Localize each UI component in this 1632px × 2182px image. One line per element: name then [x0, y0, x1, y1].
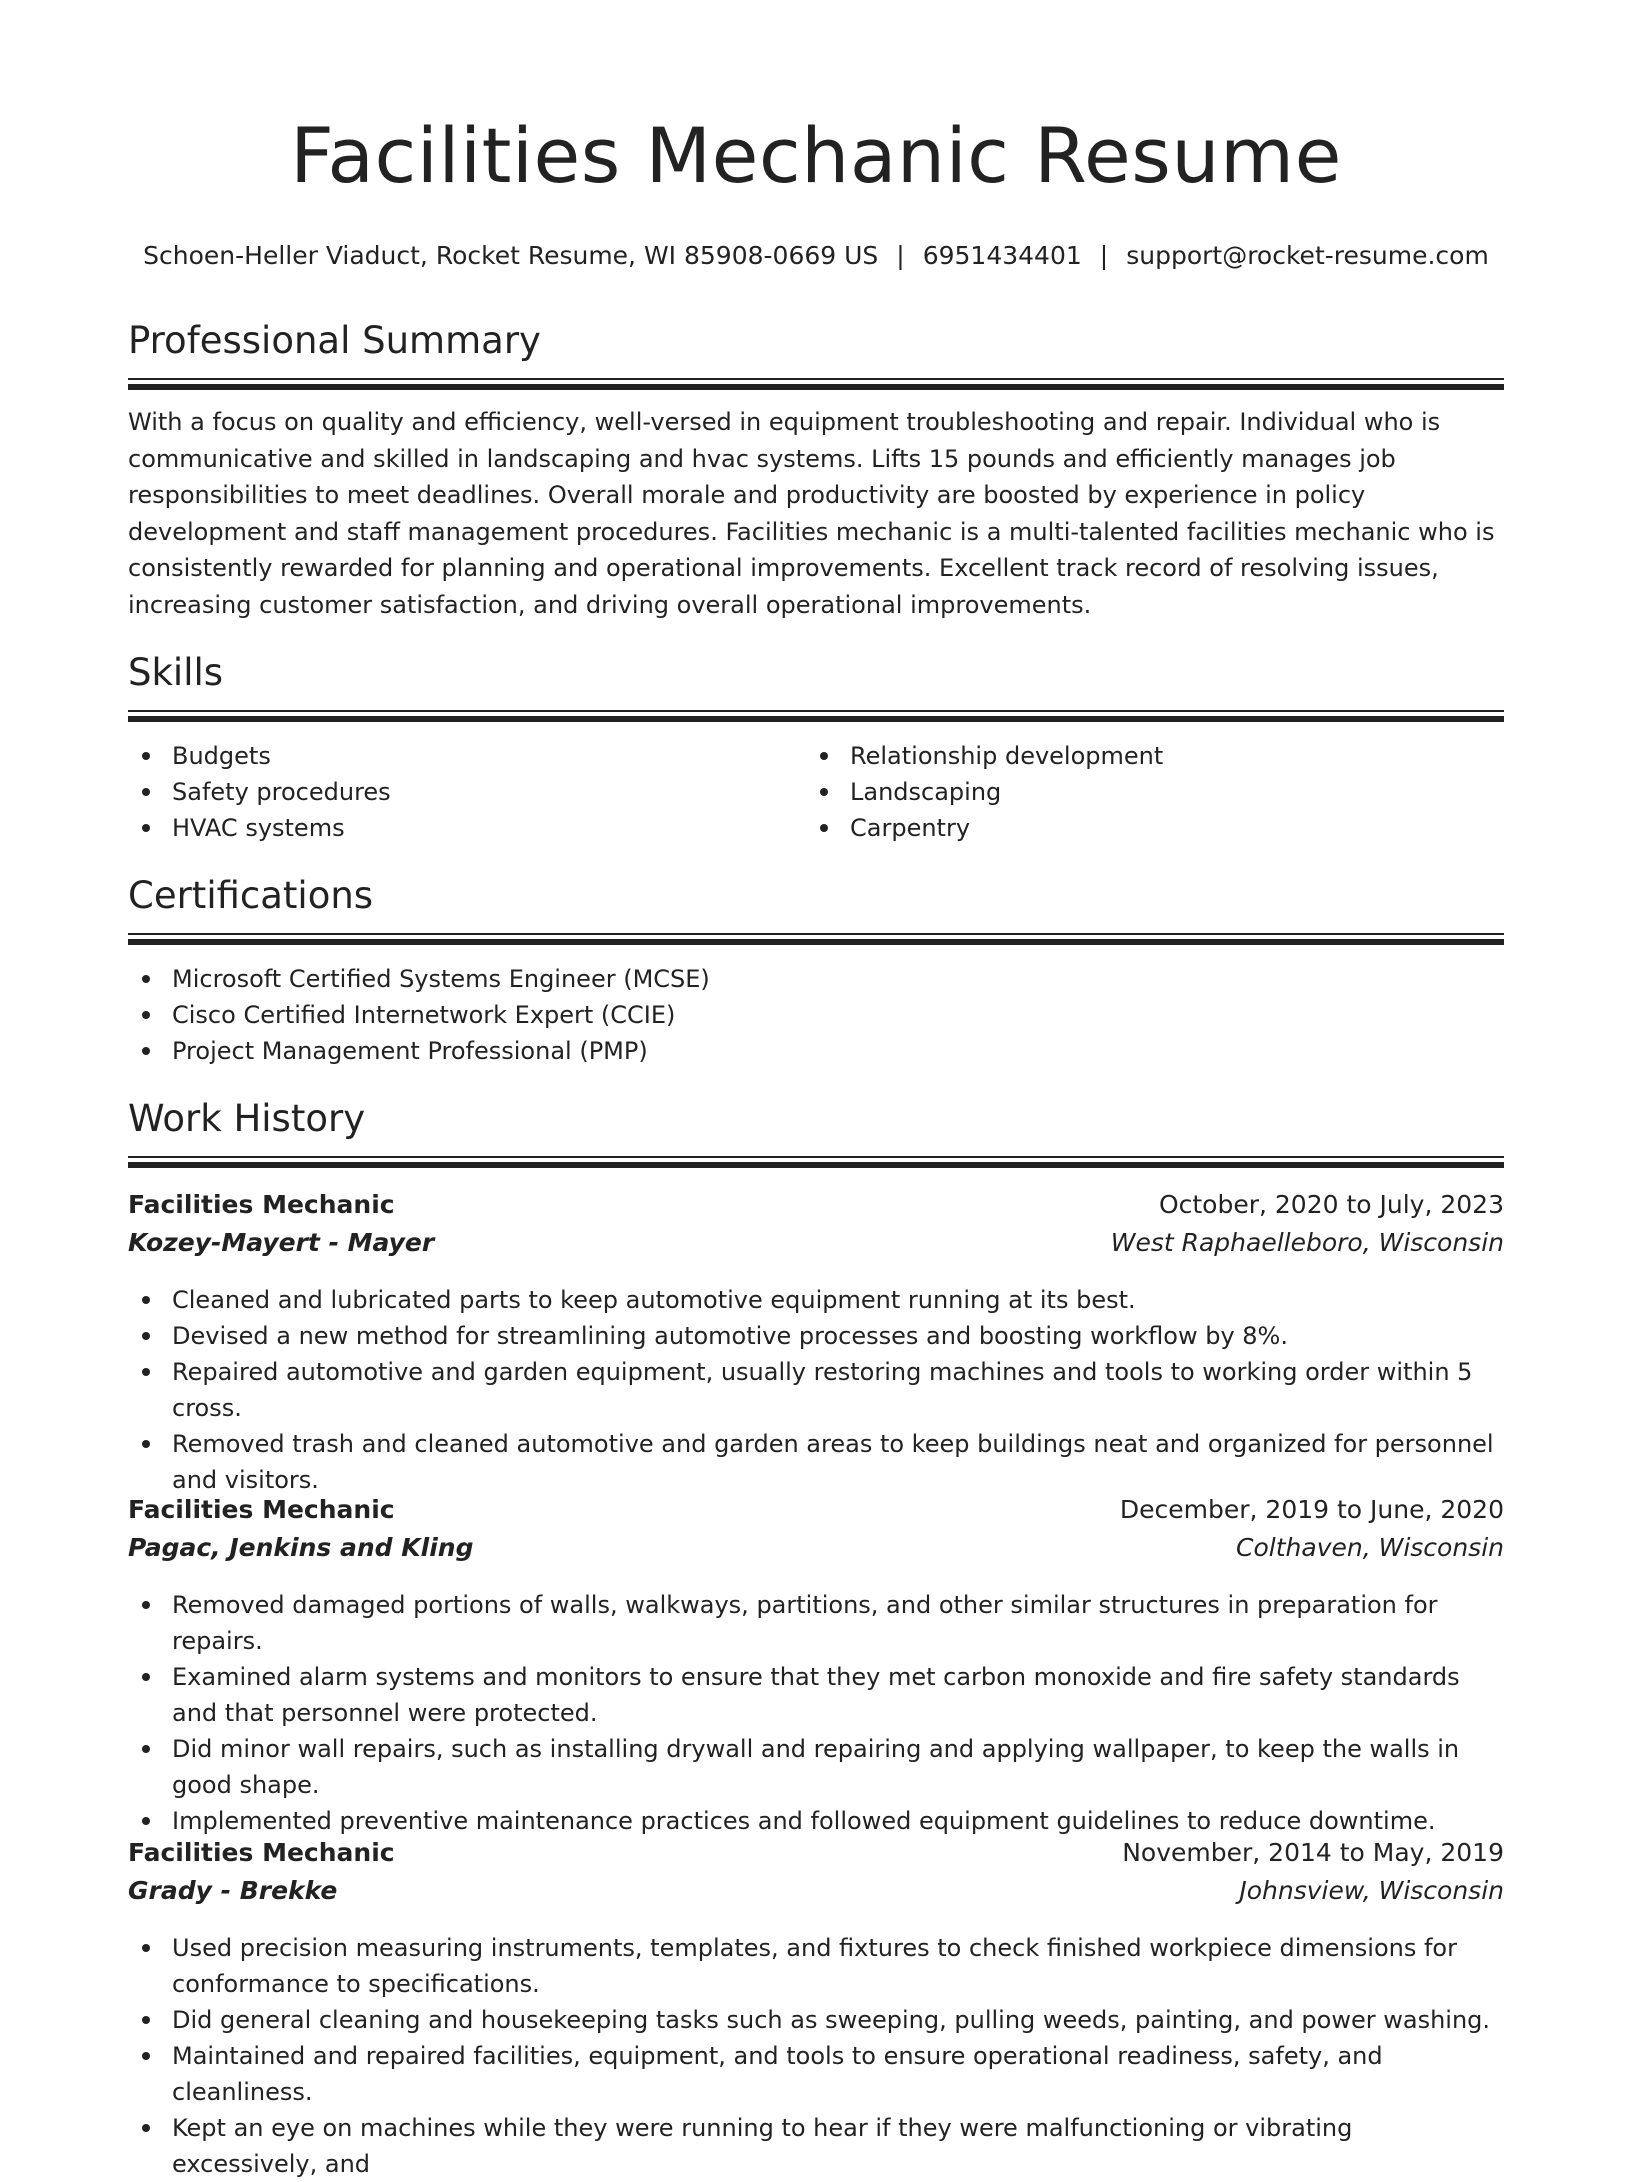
skill-label: Carpentry — [850, 814, 971, 842]
contact-separator: | — [896, 241, 905, 270]
list-item — [128, 1587, 1504, 1659]
job-header-row — [128, 1495, 1504, 1533]
skills-list-left — [128, 738, 806, 846]
job-title: Facilities Mechanic — [128, 1190, 395, 1219]
contact-email[interactable]: support@rocket-resume.com — [1126, 241, 1489, 270]
duty-text: Removed damaged portions of walls, walkways, partitions, and other similar structures in preparation for repairs. — [172, 1591, 1438, 1655]
certification-label: Microsoft Certified Systems Engineer (MCSE) — [172, 965, 710, 993]
summary-heading: Professional Summary — [128, 319, 541, 362]
job-duties-list — [128, 1282, 1504, 1498]
contact-line — [128, 241, 1504, 270]
list-item — [128, 1803, 1504, 1839]
job-entry — [128, 1190, 1504, 1498]
job-dates: November, 2014 to May, 2019 — [1122, 1838, 1504, 1867]
list-item — [128, 961, 1504, 997]
list-item — [806, 738, 1484, 774]
list-item — [128, 738, 806, 774]
job-title: Facilities Mechanic — [128, 1495, 395, 1524]
job-entry — [128, 1495, 1504, 1839]
list-item — [128, 2110, 1504, 2182]
skill-label: Budgets — [172, 742, 271, 770]
list-item — [128, 1318, 1504, 1354]
list-item — [128, 2038, 1504, 2110]
list-item — [128, 1930, 1504, 2002]
duty-text: Implemented preventive maintenance practices and followed equipment guidelines to reduce downtime. — [172, 1807, 1436, 1835]
certification-label: Cisco Certified Internetwork Expert (CCIE) — [172, 1001, 676, 1029]
work-history-section — [128, 1097, 1504, 1168]
duty-text: Cleaned and lubricated parts to keep automotive equipment running at its best. — [172, 1286, 1136, 1314]
list-item — [128, 774, 806, 810]
job-company: Grady - Brekke — [128, 1876, 338, 1905]
job-dates: December, 2019 to June, 2020 — [1119, 1495, 1504, 1524]
duty-text: Used precision measuring instruments, templates, and fixtures to check finished workpiece dimensions for conformance to specifications. — [172, 1934, 1457, 1998]
duty-text: Removed trash and cleaned automotive and garden areas to keep buildings neat and organized for personnel and visitors. — [172, 1430, 1494, 1494]
duty-text: Kept an eye on machines while they were running to hear if they were malfunctioning or vibrating excessively, and — [172, 2114, 1353, 2178]
skill-label: Safety procedures — [172, 778, 391, 806]
duty-text: Devised a new method for streamlining automotive processes and boosting workflow by 8%. — [172, 1322, 1288, 1350]
summary-text: With a focus on quality and efficiency, well-versed in equipment troubleshooting and repair. Individual who is communicative and skilled in landscaping and hvac systems. Lifts 15 pounds and efficiently manages job responsibilities to meet deadlines. Overall morale and productivity are boosted by experience in policy development and staff management procedures. Facilities mechanic is a multi-talented facilities mechanic who is consistently rewarded for planning and operational improvements. Excellent track record of resolving issues, increasing customer satisfaction, and driving overall operational improvements. — [128, 408, 1495, 619]
certification-label: Project Management Professional (PMP) — [172, 1037, 648, 1065]
job-company: Pagac, Jenkins and Kling — [128, 1533, 474, 1562]
resume-title: Facilities Mechanic Resume — [290, 111, 1342, 200]
job-entry — [128, 1838, 1504, 2182]
skill-label: Relationship development — [850, 742, 1164, 770]
list-item — [128, 2002, 1504, 2038]
duty-text: Repaired automotive and garden equipment, usually restoring machines and tools to working order within 5 cross. — [172, 1358, 1473, 1422]
list-item — [128, 1731, 1504, 1803]
job-location: West Raphaelleboro, Wisconsin — [1110, 1228, 1504, 1257]
section-divider — [128, 710, 1504, 722]
section-divider — [128, 1156, 1504, 1168]
skills-heading: Skills — [128, 651, 224, 694]
list-item — [128, 810, 806, 846]
job-location: Johnsview, Wisconsin — [1239, 1876, 1504, 1905]
work-history-heading: Work History — [128, 1097, 366, 1140]
list-item — [806, 774, 1484, 810]
section-divider — [128, 933, 1504, 945]
summary-section — [128, 319, 1504, 623]
duty-text: Did general cleaning and housekeeping tasks such as sweeping, pulling weeds, painting, and power washing. — [172, 2006, 1491, 2034]
list-item — [128, 1033, 1504, 1069]
list-item — [128, 1426, 1504, 1498]
skill-label: Landscaping — [850, 778, 1002, 806]
job-title: Facilities Mechanic — [128, 1838, 395, 1867]
job-company-row — [128, 1876, 1504, 1914]
skill-label: HVAC systems — [172, 814, 345, 842]
duty-text: Did minor wall repairs, such as installing drywall and repairing and applying wallpaper, to keep the walls in good shape. — [172, 1735, 1460, 1799]
certifications-list — [128, 961, 1504, 1069]
job-company-row — [128, 1533, 1504, 1571]
job-company-row — [128, 1228, 1504, 1266]
job-header-row — [128, 1190, 1504, 1228]
certifications-heading: Certifications — [128, 874, 374, 917]
list-item — [128, 1282, 1504, 1318]
job-duties-list — [128, 1587, 1504, 1839]
job-dates: October, 2020 to July, 2023 — [1158, 1190, 1504, 1219]
duty-text: Examined alarm systems and monitors to ensure that they met carbon monoxide and fire safety standards and that personnel were protected. — [172, 1663, 1460, 1727]
contact-address: Schoen-Heller Viaduct, Rocket Resume, WI 85908-0669 US — [143, 241, 879, 270]
certifications-section — [128, 874, 1504, 1069]
list-item — [128, 1354, 1504, 1426]
section-divider — [128, 378, 1504, 390]
job-location: Colthaven, Wisconsin — [1236, 1533, 1504, 1562]
skills-columns — [128, 738, 1504, 846]
skills-list-right — [806, 738, 1484, 846]
job-duties-list — [128, 1930, 1504, 2182]
list-item — [128, 1659, 1504, 1731]
job-header-row — [128, 1838, 1504, 1876]
list-item — [128, 997, 1504, 1033]
contact-separator: | — [1099, 241, 1109, 270]
duty-text: Maintained and repaired facilities, equipment, and tools to ensure operational readiness, safety, and cleanliness. — [172, 2042, 1383, 2106]
list-item — [806, 810, 1484, 846]
job-company: Kozey-Mayert - Mayer — [128, 1228, 435, 1257]
skills-section — [128, 651, 1504, 846]
contact-phone[interactable]: 6951434401 — [922, 241, 1082, 270]
